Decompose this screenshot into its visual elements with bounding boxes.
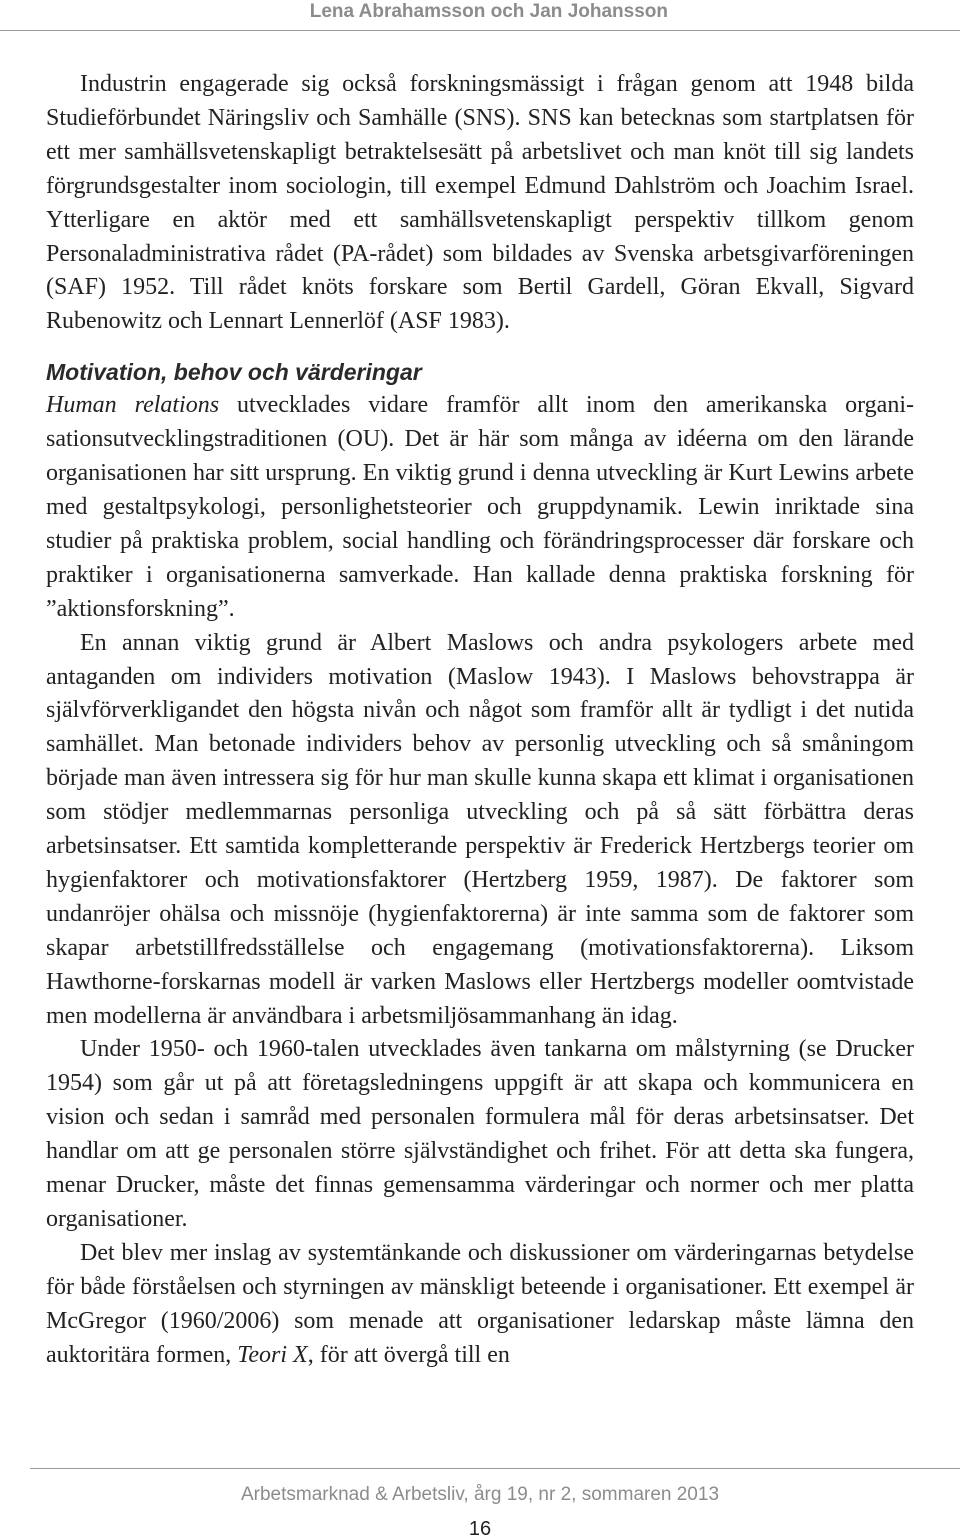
paragraph: Under 1950- och 1960-talen utvecklades även tankarna om målstyrning (se Drucker 1954) som går ut på att företagsledningens uppgift är att skapa och kommunicera en vision och sedan i samråd med personalen formulera mål för deras arbetsinsatser. Det handlar om att ge personalen större självständighet och frihet. För att detta ska fungera, menar Drucker, måste det finnas gemensamma värderingar och normer och mer platta organisationer. <box>46 1036 914 1232</box>
section-heading: Motivation, behov och värderingar <box>46 359 422 386</box>
paragraph <box>46 1237 914 1373</box>
italic-term: Human relations <box>46 392 220 419</box>
footer-journal-info: Arbetsmarknad & Arbetsliv, årg 19, nr 2, sommaren 2013 <box>240 1484 720 1505</box>
italic-term: Teori X <box>237 1341 308 1368</box>
paragraph: En annan viktig grund är Albert Maslows och andra psykologers arbete med antaganden om individers motivation (Maslow 1943). I Maslows behovstrappa är självförverkligandet den högsta nivån och något som framför allt är tydligt i det nutida samhället. Man betonade individers behov av personlig utveckling och så småningom började man även intressera sig för hur man skulle kunna skapa ett klimat i organisationen som stödjer medlemmarnas personliga utveckling och på så sätt förbättra deras arbetsinsatser. Ett samtida kompletterande perspektiv är Frederick Hertzbergs teorier om hygienfaktorer och motivationsfaktorer (Hertzberg 1959, 1987). De faktorer som undanröjer ohälsa och missnöje (hygienfaktorerna) är inte samma som de faktorer som skapar arbetstillfredsställelse och engagemang (motivationsfaktorerna). Liksom Hawthorne-forskarnas modell är varken Maslows eller Hertzbergs modeller oomtvistade men modellerna är användbara i arbetsmiljösammanhang än idag. <box>46 629 914 1029</box>
paragraph-text: Det blev mer inslag av systemtänkande och diskussioner om värderingarnas betydelse för både förståelsen och styrningen av mänskligt beteende i organisationer. Ett exempel är McGregor (1960/2006) som menade att organisationer ledarskap måste lämna den auktoritära formen, <box>46 1239 914 1368</box>
paragraph-text: , för att övergå till en <box>307 1341 510 1368</box>
paragraph <box>46 389 914 626</box>
running-title: Lena Abrahamsson och Jan Johansson <box>309 1 668 22</box>
paragraph: Industrin engagerade sig också forskningsmässigt i frågan genom att 1948 bilda Studieförbundet Näringsliv och Samhälle (SNS). SNS kan betecknas som startplatsen för ett mer samhällsvetenskapligt betraktelsesätt på arbetslivet och man knöt till sig landets förgrundsgestalter inom sociologin, till exempel Edmund Dahlström och Joachim Israel. Ytterligare en aktör med ett samhällsvetenskapligt perspektiv tillkom genom Personaladministrativa rådet (PA-rådet) som bildades av Svenska arbetsgivarföreningen (SAF) 1952. Till rådet knöts forskare som Bertil Gardell, Göran Ekvall, Sigvard Rubenowitz och Lennart Lennerlöf (ASF 1983). <box>46 71 914 335</box>
body-text <box>46 68 914 1373</box>
page-number: 16 <box>468 1518 492 1540</box>
paragraph-text: utvecklades vidare framför allt inom den amerikanska organisationsutvecklingstraditionen (OU). Det är här som många av idéerna om den lärande organisationen har sitt ursprung. En viktig grund i denna utveckling är Kurt Lewins arbete med gestaltpsykologi, personlighetsteorier och gruppdynamik. Lewin inriktade sina studier på praktiska problem, social handling och förändringsprocesser där forskare och praktiker i organisationerna samverkade. Han kallade denna praktiska forskning för ”aktionsforskning”. <box>46 392 914 622</box>
running-head <box>0 0 960 31</box>
footer-divider <box>30 1468 960 1469</box>
